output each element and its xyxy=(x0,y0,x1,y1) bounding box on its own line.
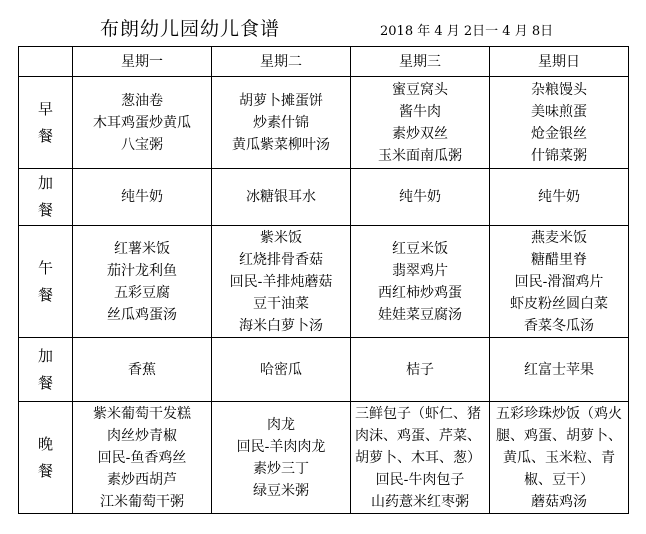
header-row xyxy=(19,47,629,77)
meal-label: 加 餐 xyxy=(37,346,53,392)
dish: 蜜豆窝头 xyxy=(392,81,448,98)
dish: 肉丝炒青椒 xyxy=(107,427,177,444)
dish: 紫米葡萄干发糕 xyxy=(93,405,191,422)
dish: 红豆米饭 xyxy=(392,240,448,257)
dish: 纯牛奶 xyxy=(121,189,163,205)
dish: 回民-牛肉包子 xyxy=(375,471,465,488)
menu-cell xyxy=(212,402,351,514)
meal-label-cell xyxy=(19,338,73,402)
dish: 燕麦米饭 xyxy=(531,229,587,246)
meal-row-snack-morning xyxy=(19,169,629,226)
dish: 素炒三丁 xyxy=(253,460,309,477)
menu-cell xyxy=(351,338,490,402)
dish: 红烧排骨香菇 xyxy=(239,251,323,268)
dish: 冰糖银耳水 xyxy=(246,189,316,205)
dish: 肉龙 xyxy=(267,416,295,433)
dish: 玉米面南瓜粥 xyxy=(378,147,462,164)
dish: 西红柿炒鸡蛋 xyxy=(378,284,462,301)
meal-label-cell xyxy=(19,226,73,338)
menu-cell xyxy=(490,402,629,514)
day-header: 星期三 xyxy=(351,47,490,77)
dish: 海米白萝卜汤 xyxy=(239,317,323,334)
dish: 虾皮粉丝圆白菜 xyxy=(510,295,608,312)
menu-cell xyxy=(351,169,490,226)
menu-cell xyxy=(212,77,351,169)
meal-label-cell xyxy=(19,169,73,226)
dish: 五彩豆腐 xyxy=(114,284,170,301)
dish: 红薯米饭 xyxy=(114,240,170,257)
dish: 豆干油菜 xyxy=(253,295,309,312)
menu-cell xyxy=(212,338,351,402)
dish: 五彩珍珠炒饭（鸡火腿、鸡蛋、胡萝卜、黄瓜、玉米粒、青椒、豆干） xyxy=(496,405,622,488)
day-header: 星期日 xyxy=(490,47,629,77)
dish: 回民-羊排炖蘑菇 xyxy=(229,273,333,290)
dish: 丝瓜鸡蛋汤 xyxy=(107,306,177,323)
dish: 桔子 xyxy=(406,361,434,378)
dish: 黄瓜紫菜柳叶汤 xyxy=(232,136,330,153)
dish: 茄汁龙利鱼 xyxy=(107,262,177,279)
menu-cell xyxy=(351,77,490,169)
meal-row-dinner xyxy=(19,402,629,514)
meal-row-lunch xyxy=(19,226,629,338)
dish: 胡萝卜摊蛋饼 xyxy=(239,92,323,109)
dish: 酱牛肉 xyxy=(399,103,441,120)
dish: 杂粮馒头 xyxy=(531,81,587,98)
dish: 美味煎蛋 xyxy=(531,103,587,120)
menu-cell xyxy=(73,77,212,169)
menu-cell xyxy=(73,169,212,226)
dish: 炒素什锦 xyxy=(253,114,309,131)
dish: 炝金银丝 xyxy=(531,125,587,142)
day-header: 星期一 xyxy=(73,47,212,77)
meal-row-snack-afternoon xyxy=(19,338,629,402)
day-header: 星期二 xyxy=(212,47,351,77)
dish: 纯牛奶 xyxy=(399,189,441,205)
meal-label: 晚 餐 xyxy=(37,434,53,480)
dish: 素炒双丝 xyxy=(392,125,448,142)
dish: 回民-滑溜鸡片 xyxy=(514,273,604,290)
dish: 翡翠鸡片 xyxy=(392,262,448,279)
meal-label-cell xyxy=(19,77,73,169)
dish: 红富士苹果 xyxy=(524,361,594,378)
meal-label: 午 餐 xyxy=(37,258,53,304)
corner-cell xyxy=(19,47,73,77)
dish: 八宝粥 xyxy=(121,136,163,153)
dish: 葱油卷 xyxy=(121,92,163,109)
menu-cell xyxy=(490,338,629,402)
menu-cell xyxy=(490,169,629,226)
menu-cell xyxy=(351,226,490,338)
dish: 三鲜包子（虾仁、猪肉沫、鸡蛋、芹菜、胡萝卜、木耳、葱） xyxy=(355,405,481,466)
menu-cell xyxy=(212,226,351,338)
menu-cell xyxy=(73,402,212,514)
date-range: 2018 年 4 月 2日一 4 月 8日 xyxy=(380,24,554,39)
menu-cell xyxy=(212,169,351,226)
dish: 紫米饭 xyxy=(260,229,302,246)
meal-label: 早 餐 xyxy=(37,99,53,145)
dish: 蘑菇鸡汤 xyxy=(531,493,587,510)
weekly-menu-table xyxy=(18,46,629,514)
dish: 什锦菜粥 xyxy=(531,147,587,164)
dish: 江米葡萄干粥 xyxy=(100,493,184,510)
dish: 娃娃菜豆腐汤 xyxy=(378,306,462,323)
meal-row-breakfast xyxy=(19,77,629,169)
menu-cell xyxy=(490,77,629,169)
menu-title: 布朗幼儿园幼儿食谱 xyxy=(100,18,281,40)
dish: 山药薏米红枣粥 xyxy=(371,493,469,510)
menu-cell xyxy=(351,402,490,514)
dish: 哈密瓜 xyxy=(260,361,302,378)
menu-cell xyxy=(73,338,212,402)
menu-cell xyxy=(490,226,629,338)
meal-label-cell xyxy=(19,402,73,514)
dish: 素炒西胡芦 xyxy=(107,471,177,488)
menu-cell xyxy=(73,226,212,338)
dish: 木耳鸡蛋炒黄瓜 xyxy=(93,114,191,131)
dish: 香蕉 xyxy=(128,361,156,378)
meal-label: 加 餐 xyxy=(37,174,53,219)
dish: 回民-羊肉肉龙 xyxy=(236,438,326,455)
dish: 香菜冬瓜汤 xyxy=(524,317,594,334)
dish: 纯牛奶 xyxy=(538,189,580,205)
dish: 绿豆米粥 xyxy=(253,482,309,499)
dish: 回民-鱼香鸡丝 xyxy=(97,449,187,466)
dish: 糖醋里脊 xyxy=(531,251,587,268)
